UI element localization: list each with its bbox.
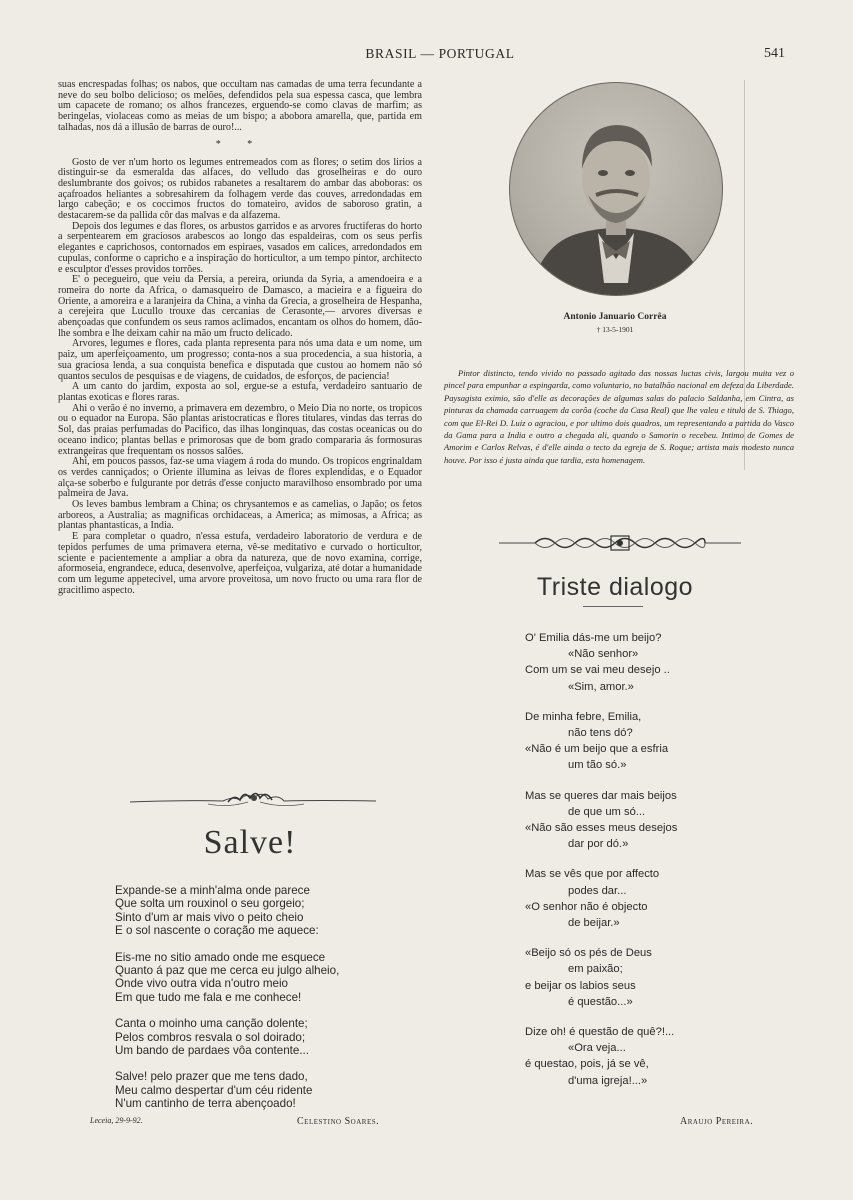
article-column xyxy=(58,80,422,596)
article-paragraph: Ahi, em poucos passos, faz-se uma viagem á roda do mundo. Os tropicos engrinaldam os verdes canniçados; o Oriente illumina as leivas de flores explendidas, e o Equador alça-se soberbo e fulgurante por detrás d'esse conjucto maravilhoso ensombrado por uma palmeira de Java. xyxy=(58,456,422,500)
poem-verse: Salve! pelo prazer que me tens dado, xyxy=(115,1070,308,1084)
article-paragraph: Os leves bambus lembram a China; os chrysantemos e as camelias, o Japão; os fetos arboreos, a Australia; as magnificas orchidaceas, a America; as mimosas, a Africa; as plantas phantasticas, a India. xyxy=(58,499,422,532)
poem-verse: Canta o moinho uma canção dolente; xyxy=(115,1017,308,1031)
page-number: 541 xyxy=(764,46,785,61)
poem-verse: N'um cantinho de terra abençoado! xyxy=(115,1097,296,1111)
poem-verse: Meu calmo despertar d'um céu ridente xyxy=(115,1083,313,1097)
article-paragraph: Ahi o verão é no inverno, a primavera em dezembro, o Meio Dia no norte, os tropicos ou o equador na Europa. São plantas aristocraticas e flores titulares, vindas das terras do Sol, das praias perfumadas do Pacifico, das ilhas longinquas, das costas oceanicas ou do oceano indico; plantas bellas e primorosas que de bom grado compararia ás formosuras extrangeiras que frequentam os nossos salões. xyxy=(58,402,422,457)
poem-stanza xyxy=(525,866,785,931)
poem-verse: «Não senhor» xyxy=(568,648,639,661)
poem-place-date: Leceia, 29-9-92. xyxy=(90,1116,143,1125)
article-paragraph: E para completar o quadro, n'essa estufa, verdadeiro laboratorio de verdura e de tepidos perfumes de uma primavera eterna, vê-se meditativo e curvado o horticultor, sciente e pacientemente a ampliar a obra da natureza, que de novo examina, corrige, aformoseia, engrandece, educa, desenvolve, aperfeiçoa, vulgariza, até dotar a humanidade com um legume appetecivel, uma arvore proveitosa, um novo fructo ou uma rara flor de gracitlimo aspecto. xyxy=(58,531,422,596)
portrait-photo xyxy=(509,82,723,296)
poem-verse: de beijar.» xyxy=(568,917,620,930)
article-paragraph: A um canto do jardim, exposta ao sol, ergue-se a estufa, verdadeiro santuario de plantas exoticas e flores raras. xyxy=(58,381,422,403)
poem-salve xyxy=(115,884,415,1124)
article-paragraph: Depois dos legumes e das flores, os arbustos garridos e as arvores fructiferas do horto a serpentearem em graciosos arabescos ao longo das espaldeiras, com os seus perfis elegantes e caprichosos, contornados em espiraes, vasados em calices, arredondados em cupulas, conforme o capricho e a inspiração do horticultor, a um tempo pintor, architecto e esculptor d'esses providos torrões. xyxy=(58,220,422,275)
poem-stanza xyxy=(525,945,785,1010)
poem-title: Salve! xyxy=(203,824,297,861)
poem-stanza xyxy=(525,630,785,695)
portrait-biography: Pintor distincto, tendo vivido no passado agitado das nossas luctas civis, largou muita vez o pincel para empunhar a espingarda, como voluntario, no batalhão nacional em defeza da Liberdade. Paysagista eximio, são d'elle as decorações de algumas salas do palacio Saldanha, em Cintra, as pinturas da chamada carruagem da corôa (coche da Casa Real) que lhe valeu e titulo de S. Thiago, com que El-Rei D. Luiz o agraciou, e por ultimo dois quadros, um representando a partida do Vasco da Gama para a India e outro a chegada ali, quando o Samorin o recebeu. Intimo de Gomes de Amorim e Carlos Relvas, é d'elle ainda o tecto da egreja de S. Roque; artista mais modesto nunca houve. Por isso é justa ainda que tardia, esta homenagem. xyxy=(444,368,794,465)
poem-verse: «O senhor não é objecto xyxy=(525,900,648,913)
poem-verse: podes dar... xyxy=(568,884,627,897)
poem-verse: Que solta um rouxinol o seu gorgeio; xyxy=(115,897,305,911)
poem-triste-dialogo xyxy=(525,630,785,1103)
poem-verse: é questão...» xyxy=(568,995,633,1008)
poem-verse: Mas se queres dar mais beijos xyxy=(525,789,677,802)
poem-verse: Dize oh! é questão de quê?!... xyxy=(525,1026,675,1039)
poem-verse: um tão só.» xyxy=(568,759,627,772)
article-paragraph: E' o pecegueiro, que veiu da Persia, a pereira, oriunda da Syria, a amendoeira e a romeira do norte da Africa, o damasqueiro de Damasco, a macieira e a figueira do Oriente, a amoreira e a laranjeira da China, a vinha da Grecia, a groselheira de Hespanha, a cerejeira que Lucullo trouxe das cercanias de Cerasonte,— arvores diversas e abençoadas que confundem os seus ramos aclimados, encantam os olhos do homem, dão-lhe sombra e lhe deixam cahir na mão um fructo delicado. xyxy=(58,274,422,339)
poem-stanza xyxy=(115,951,415,1005)
poem-verse: é questao, pois, já se vê, xyxy=(525,1058,649,1071)
poem-verse: Expande-se a minh'alma onde parece xyxy=(115,884,310,897)
poem-verse: «Ora veja... xyxy=(568,1042,626,1055)
poem-verse: De minha febre, Emilia, xyxy=(525,710,642,723)
poem-stanza xyxy=(525,1024,785,1089)
poem-verse: Em que tudo me fala e me conhece! xyxy=(115,990,302,1004)
poem-verse: E o sol nascente o coração me aquece: xyxy=(115,924,319,938)
ornamental-band-divider xyxy=(495,532,745,554)
poem-verse: dar por dó.» xyxy=(568,838,629,851)
poem-verse: «Não é um beijo que a esfria xyxy=(525,743,669,756)
poem-verse: d'uma igreja!...» xyxy=(568,1074,648,1087)
article-paragraph: Gosto de ver n'um horto os legumes entremeados com as flores; o setim dos lirios a distinguir-se da esmeralda das alfaces, do velludo das groselheiras e do ouro deslumbrante dos goivos; os rubidos rabanetes a resaltarem do ambar das aboboras: os açafroados heliantes a sobresahirem da folhagem verde das couves, arredondadas em largo cabeção; e os coccimos fructos do tomateiro, avidos de saboroso gratin, a destacarem-se da pallida côr das malvas e da alfazema. xyxy=(58,156,422,222)
poem-verse: «Beijo só os pés de Deus xyxy=(525,947,652,960)
portrait-death-date: † 13-5-1901 xyxy=(596,325,634,334)
poem-verse: Sinto d'um ar mais vivo o peito cheio xyxy=(115,910,304,924)
poem-verse: «Não são esses meus desejos xyxy=(525,822,678,835)
running-head xyxy=(0,46,853,66)
poem-stanza xyxy=(115,1070,415,1110)
poem-verse: em paixão; xyxy=(568,963,623,976)
poem-verse: não tens dó? xyxy=(568,727,633,740)
poem-verse: Eis-me no sitio amado onde me esquece xyxy=(115,950,326,964)
poem-verse: O' Emilia dás-me um beijo? xyxy=(525,632,662,644)
floral-divider-ornament xyxy=(128,786,378,814)
portrait-name: Antonio Januario Corrêa xyxy=(563,312,667,322)
poem-verse: Onde vivo outra vida n'outro meio xyxy=(115,977,288,991)
poem-verse: Pelos combros resvala o sol doirado; xyxy=(115,1030,306,1044)
poem-verse: Com um se vai meu desejo .. xyxy=(525,664,670,677)
poem-author: Araujo Pereira. xyxy=(680,1116,754,1127)
publication-title: BRASIL — PORTUGAL xyxy=(365,46,515,61)
poem-verse: Mas se vês que por affecto xyxy=(525,868,660,881)
poem-author: Celestino Soares. xyxy=(297,1116,380,1127)
poem-stanza xyxy=(115,1017,415,1057)
portrait-figure-illustration xyxy=(510,83,722,295)
section-asterism: * * xyxy=(215,138,265,150)
poem-stanza xyxy=(525,788,785,853)
poem-verse: e beijar os labios seus xyxy=(525,979,636,992)
poem-title: Triste dialogo xyxy=(536,573,694,601)
poem-verse: de que um só... xyxy=(568,805,646,818)
poem-stanza xyxy=(525,709,785,774)
poem-verse: Quanto á paz que me cerca eu julgo alheio, xyxy=(115,964,340,978)
article-paragraph: Arvores, legumes e flores, cada planta representa para nós uma data e um nome, um paiz, um aperfeiçoamento, um progresso; conta-nos a sua procedencia, a sua historia, a sua graciosa lenda, a sua conquista benefica e disputada que custou ao homem não só quantos seculos de pesquisas e de viagens, de cuidados, de esforços, de paciencia! xyxy=(58,338,422,382)
poem-verse: Um bando de pardaes vôa contente... xyxy=(115,1044,310,1058)
poem-verse: «Sim, amor.» xyxy=(568,680,634,693)
article-paragraph: suas encrespadas folhas; os nabos, que occultam nas camadas de uma terra fecundante a neve do seu bolbo delicioso; os melões, defendidos pela sua espessa casca, que lembra um capacete de romano; os alhos francezes, erguendo-se como clavas de marfim; as beringelas, violaceas como as meias de um bispo; a abobora amarella, que, partida em talhadas, nos dá a illusão de barras de ouro!... xyxy=(58,79,422,133)
title-underline xyxy=(583,606,643,607)
poem-stanza xyxy=(115,884,415,938)
